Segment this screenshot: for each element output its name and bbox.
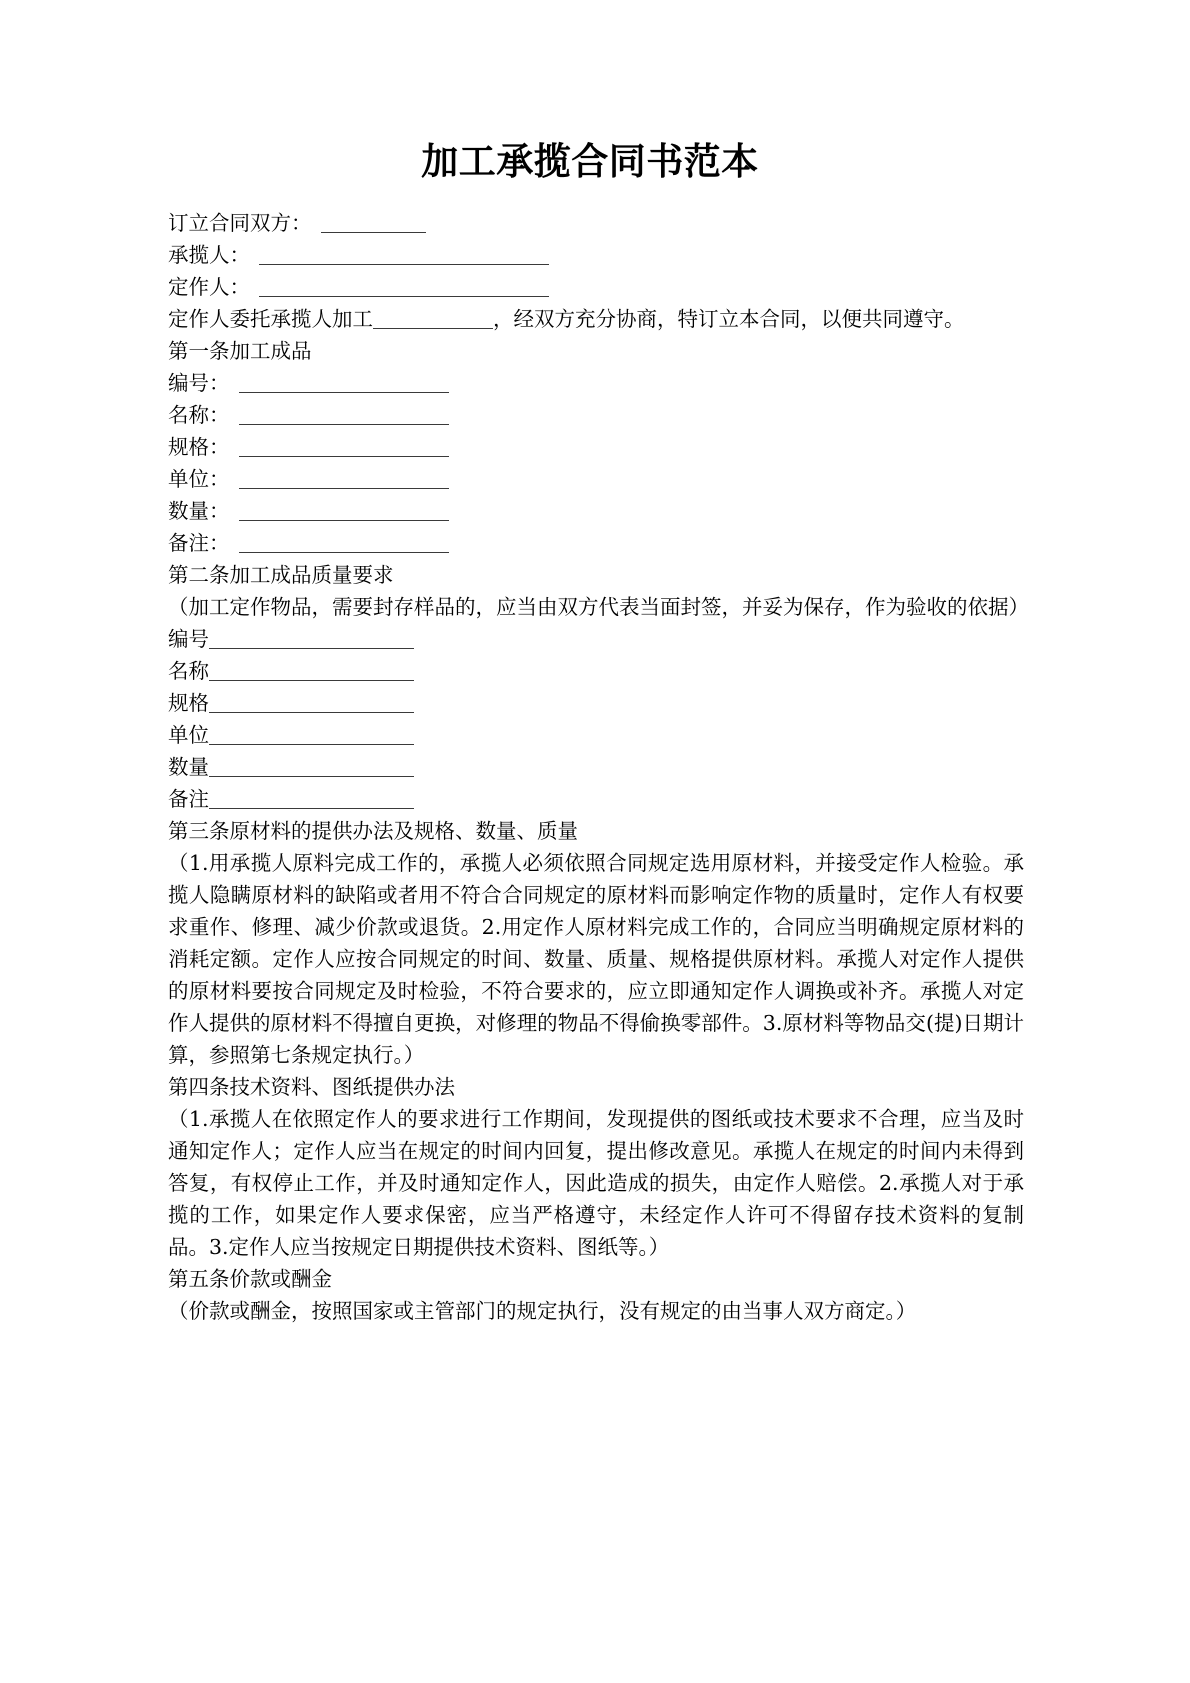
field-label-spec: 规格： xyxy=(168,435,230,459)
article-3-body: （1.用承揽人原料完成工作的，承揽人必须依照合同规定选用原材料，并接受定作人检验。承揽人隐瞒原材料的缺陷或者用不符合合同规定的原材料而影响定作物的质量时，定作人有权要求重作、修理、减少价款或退货。2.用定作人原材料完成工作的，合同应当明确规定原材料的消耗定额。定作人应按合同规定的时间、数量、质量、规格提供原材料。承揽人对定作人提供的原材料要按合同规定及时检验，不符合要求的，应立即通知定作人调换或补齐。承揽人对定作人提供的原材料不得擅自更换，对修理的物品不得偷换零部件。3.原材料等物品交(提)日期计算，参照第七条规定执行。） xyxy=(168,851,1024,1067)
field2-label-remark: 备注 xyxy=(168,787,209,811)
field2-blank-code[interactable] xyxy=(209,629,414,649)
article-1-field-quantity xyxy=(168,495,1024,527)
party-line-blank[interactable] xyxy=(321,213,426,233)
party-line xyxy=(168,207,1024,239)
field2-label-spec: 规格 xyxy=(168,691,209,715)
field2-blank-quantity[interactable] xyxy=(209,757,414,777)
contractor-line xyxy=(168,239,1024,271)
contractor-label: 承揽人： xyxy=(168,243,250,267)
article-2-note: （加工定作物品，需要封存样品的，应当由双方代表当面封签，并妥为保存，作为验收的依据） xyxy=(168,595,1029,619)
document-body xyxy=(168,207,1029,1327)
contractor-blank[interactable] xyxy=(259,245,549,265)
field2-label-quantity: 数量 xyxy=(168,755,209,779)
article-1-field-name xyxy=(168,399,1024,431)
article-4-body: （1.承揽人在依照定作人的要求进行工作期间，发现提供的图纸或技术要求不合理，应当及时通知定作人；定作人应当在规定的时间内回复，提出修改意见。承揽人在规定的时间内未得到答复，有权停止工作，并及时通知定作人，因此造成的损失，由定作人赔偿。2.承揽人对于承揽的工作，如果定作人要求保密，应当严格遵守，未经定作人许可不得留存技术资料的复制品。3.定作人应当按规定日期提供技术资料、图纸等。） xyxy=(168,1107,1024,1259)
field-blank-quantity[interactable] xyxy=(239,501,449,521)
field-label-name: 名称： xyxy=(168,403,230,427)
field-blank-remark[interactable] xyxy=(239,533,449,553)
field-blank-unit[interactable] xyxy=(239,469,449,489)
orderer-blank[interactable] xyxy=(259,277,549,297)
field2-blank-name[interactable] xyxy=(209,661,414,681)
page-title: 加工承揽合同书范本 xyxy=(421,139,759,183)
article-1-field-remark xyxy=(168,527,1024,559)
field-label-unit: 单位： xyxy=(168,467,230,491)
article-2-heading: 第二条加工成品质量要求 xyxy=(168,563,394,587)
field-blank-spec[interactable] xyxy=(239,437,449,457)
party-line-label: 订立合同双方： xyxy=(168,211,312,235)
field-label-code: 编号： xyxy=(168,371,230,395)
commission-suffix: ，经双方充分协商，特订立本合同，以便共同遵守。 xyxy=(493,307,965,331)
article-3-heading: 第三条原材料的提供办法及规格、数量、质量 xyxy=(168,819,578,843)
commission-line xyxy=(168,303,1024,335)
commission-blank[interactable] xyxy=(373,309,493,329)
field2-label-name: 名称 xyxy=(168,659,209,683)
article-2-field-unit xyxy=(168,719,1024,751)
article-2-field-spec xyxy=(168,687,1024,719)
field2-label-unit: 单位 xyxy=(168,723,209,747)
field2-blank-spec[interactable] xyxy=(209,693,414,713)
commission-prefix: 定作人委托承揽人加工 xyxy=(168,307,373,331)
field-blank-name[interactable] xyxy=(239,405,449,425)
article-2-field-code xyxy=(168,623,1024,655)
field-blank-code[interactable] xyxy=(239,373,449,393)
article-4-heading: 第四条技术资料、图纸提供办法 xyxy=(168,1075,455,1099)
field2-label-code: 编号 xyxy=(168,627,209,651)
article-2-field-remark xyxy=(168,783,1024,815)
field2-blank-remark[interactable] xyxy=(209,789,414,809)
article-2-field-quantity xyxy=(168,751,1024,783)
article-1-field-code xyxy=(168,367,1024,399)
field-label-quantity: 数量： xyxy=(168,499,230,523)
orderer-label: 定作人： xyxy=(168,275,250,299)
article-5-heading: 第五条价款或酬金 xyxy=(168,1267,332,1291)
field2-blank-unit[interactable] xyxy=(209,725,414,745)
article-5-body: （价款或酬金，按照国家或主管部门的规定执行，没有规定的由当事人双方商定。） xyxy=(168,1299,917,1323)
article-2-field-name xyxy=(168,655,1024,687)
field-label-remark: 备注： xyxy=(168,531,230,555)
article-1-heading: 第一条加工成品 xyxy=(168,339,312,363)
orderer-line xyxy=(168,271,1024,303)
article-1-field-unit xyxy=(168,463,1024,495)
article-1-field-spec xyxy=(168,431,1024,463)
